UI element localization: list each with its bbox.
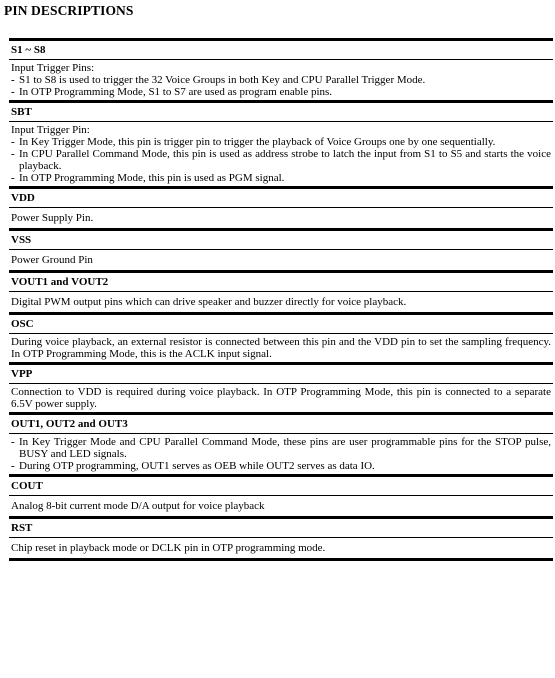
bullet-text: In CPU Parallel Command Mode, this pin is used as address strobe to latch the input from S1 to S5 and starts the voice playback. <box>19 148 551 172</box>
pin-section-rst <box>9 519 553 558</box>
bullet-item <box>11 74 551 86</box>
bullet-mark: - <box>11 436 15 448</box>
bullet-mark: - <box>11 136 15 148</box>
pin-name: OUT1, OUT2 and OUT3 <box>9 415 553 434</box>
pin-name: COUT <box>9 477 553 496</box>
bullet-item <box>11 148 551 172</box>
bullet-text: In Key Trigger Mode and CPU Parallel Command Mode, these pins are user programmable pins for the STOP pulse, BUSY and LED signals. <box>19 436 551 460</box>
pin-section-out <box>9 415 553 477</box>
pin-name: VPP <box>9 365 553 384</box>
pin-description: Digital PWM output pins which can drive speaker and buzzer directly for voice playback. <box>9 292 553 315</box>
pin-description: During voice playback, an external resistor is connected between this pin and the VDD pin to set the sampling frequency. In OTP Programming Mode, this is the ACLK input signal. <box>9 334 553 365</box>
pin-description: Analog 8-bit current mode D/A output for voice playback <box>9 496 553 519</box>
bullet-text: In Key Trigger Mode, this pin is trigger pin to trigger the playback of Voice Groups one by one sequentially. <box>19 136 496 148</box>
pin-section-sbt <box>9 103 553 189</box>
pin-name: S1 ~ S8 <box>9 41 553 60</box>
bullet-mark: - <box>11 172 15 184</box>
pin-name: VDD <box>9 189 553 208</box>
bullet-text: In OTP Programming Mode, S1 to S7 are used as program enable pins. <box>19 86 333 98</box>
pin-description <box>9 60 553 103</box>
pin-name: OSC <box>9 315 553 334</box>
pin-description: Power Ground Pin <box>9 250 553 273</box>
page-title: PIN DESCRIPTIONS <box>4 3 134 18</box>
pin-name: SBT <box>9 103 553 122</box>
bullet-text: During OTP programming, OUT1 serves as OEB while OUT2 serves as data IO. <box>19 460 375 472</box>
pin-description: Power Supply Pin. <box>9 208 553 231</box>
pin-description-table <box>9 38 553 561</box>
pin-section-vss <box>9 231 553 273</box>
pin-description <box>9 434 553 477</box>
bullet-mark: - <box>11 86 15 98</box>
pin-section-osc <box>9 315 553 365</box>
bullet-item <box>11 86 551 98</box>
bullet-item <box>11 172 551 184</box>
pin-intro: Input Trigger Pin: <box>11 124 90 136</box>
pin-section-vpp <box>9 365 553 415</box>
pin-name: VOUT1 and VOUT2 <box>9 273 553 292</box>
bullet-text: S1 to S8 is used to trigger the 32 Voice Groups in both Key and CPU Parallel Trigger Mode. <box>19 74 426 86</box>
pin-section-s1-s8 <box>9 41 553 103</box>
pin-description <box>9 122 553 189</box>
bullet-mark: - <box>11 74 15 86</box>
pin-section-vout <box>9 273 553 315</box>
bullet-mark: - <box>11 148 15 160</box>
pin-name: RST <box>9 519 553 538</box>
pin-name: VSS <box>9 231 553 250</box>
bullet-mark: - <box>11 460 15 472</box>
pin-description: Connection to VDD is required during voice playback. In OTP Programming Mode, this pin is connected to a separate 6.5V power supply. <box>9 384 553 415</box>
bullet-text: In OTP Programming Mode, this pin is used as PGM signal. <box>19 172 285 184</box>
pin-section-cout <box>9 477 553 519</box>
bullet-item <box>11 136 551 148</box>
bullet-item <box>11 460 551 472</box>
bullet-item <box>11 436 551 460</box>
pin-section-vdd <box>9 189 553 231</box>
pin-description: Chip reset in playback mode or DCLK pin in OTP programming mode. <box>11 542 326 554</box>
pin-intro: Input Trigger Pins: <box>11 62 95 74</box>
